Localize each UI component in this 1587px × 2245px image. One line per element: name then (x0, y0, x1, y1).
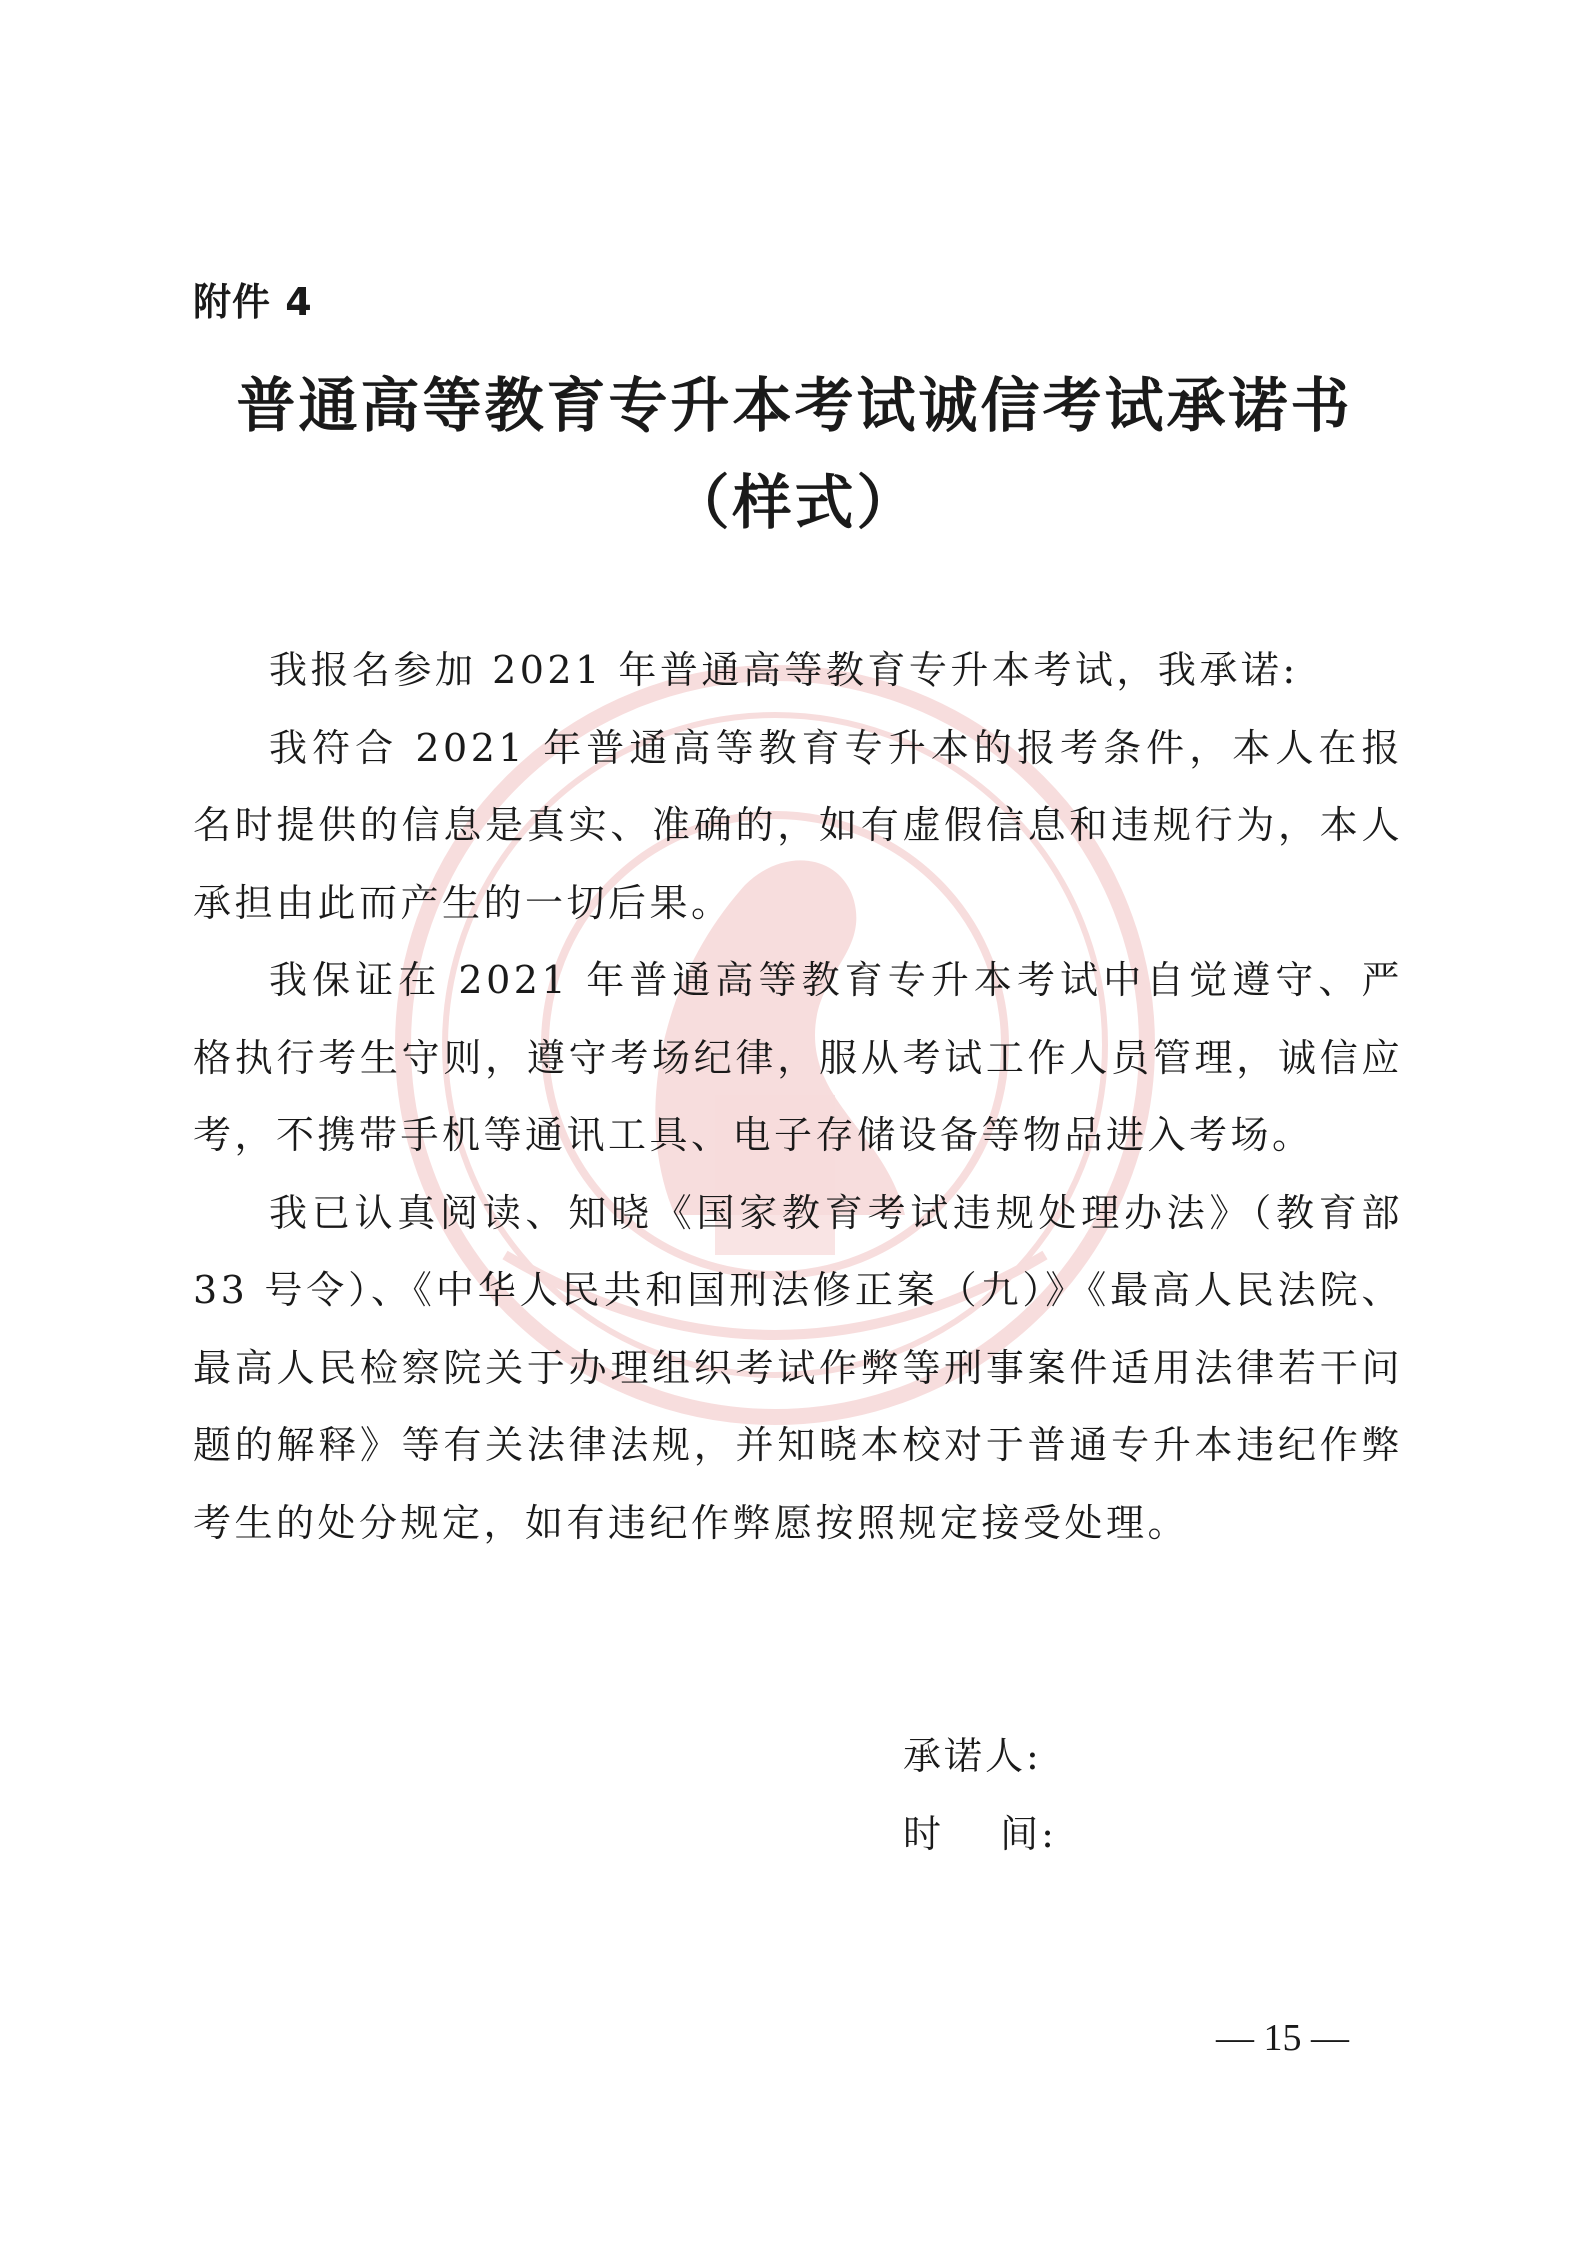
document-title: 普通高等教育专升本考试诚信考试承诺书 (236, 371, 1353, 440)
paragraph-intro: 我报名参加 2021 年普通高等教育专升本考试，我承诺: (269, 648, 1299, 692)
time-label: 时 间: (903, 1812, 1057, 1856)
document-body (193, 632, 1403, 1562)
page-number: — 15 — (1216, 2017, 1349, 2059)
paragraph-regulations: 我已认真阅读、知晓《国家教育考试违规处理办法》（教育部 33 号令）、《中华人民共和国刑法修正案（九）》《最高人民法院、最高人民检察院关于办理组织考试作弊等刑事案件适用法律若干问题的解释》等有关法律法规，并知晓本校对于普通专升本违纪作弊考生的处分规定，如有违纪作弊愿按照规定接受处理。 (193, 1190, 1403, 1545)
promiser-label: 承诺人: (903, 1734, 1042, 1778)
paragraph-eligibility: 我符合 2021 年普通高等教育专升本的报考条件，本人在报名时提供的信息是真实、准确的，如有虚假信息和违规行为，本人承担由此而产生的一切后果。 (193, 725, 1403, 925)
attachment-label: 附件 4 (193, 280, 313, 324)
paragraph-conduct: 我保证在 2021 年普通高等教育专升本考试中自觉遵守、严格执行考生守则，遵守考场纪律，服从考试工作人员管理，诚信应考，不携带手机等通讯工具、电子存储设备等物品进入考场。 (193, 958, 1403, 1157)
document-subtitle: （样式） (670, 468, 919, 537)
